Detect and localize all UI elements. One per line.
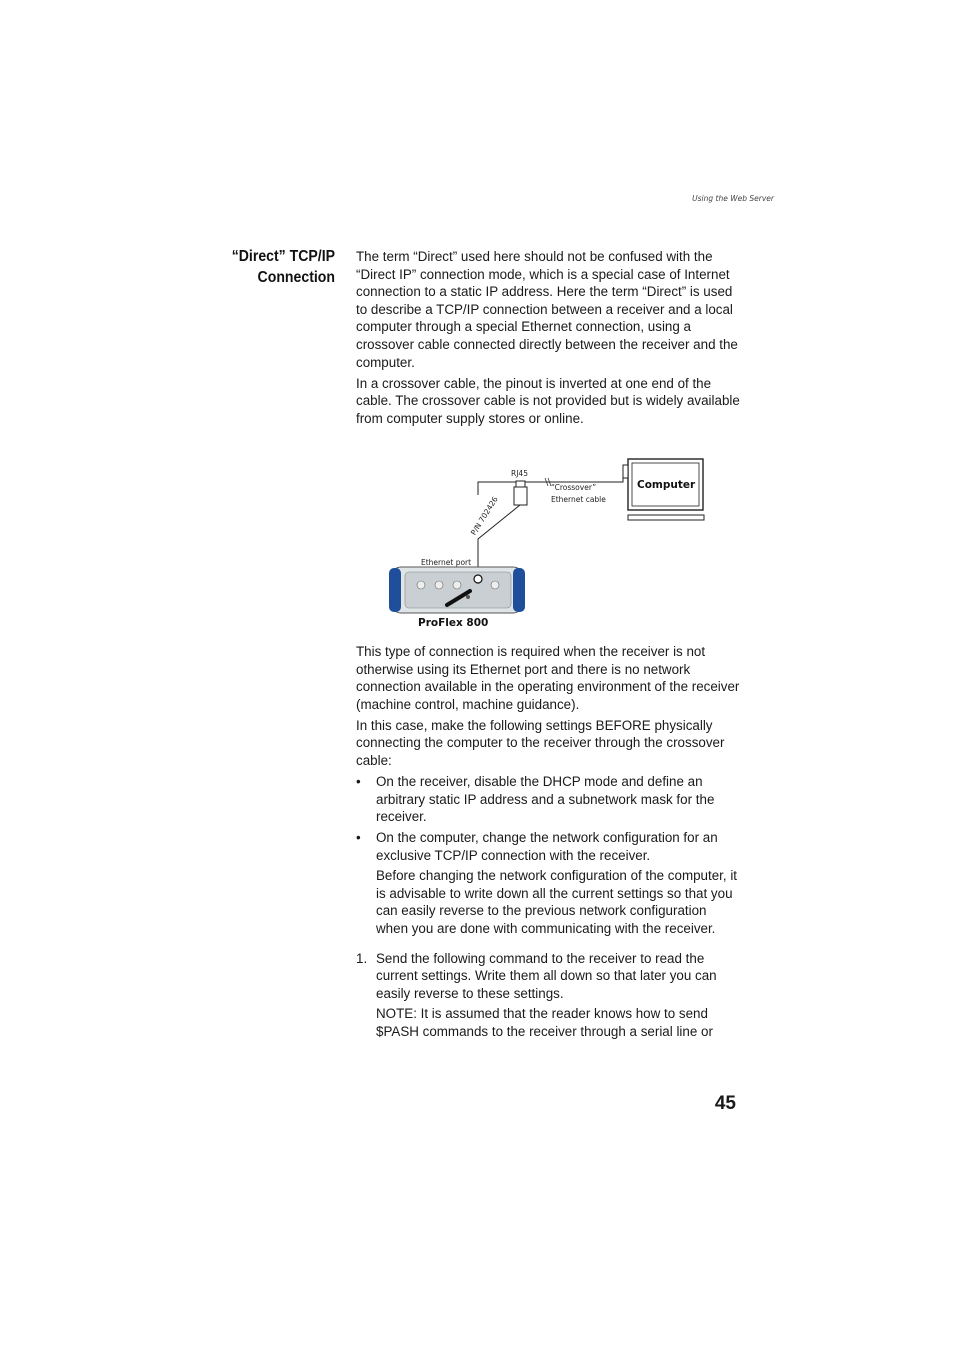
settings-bullet-list	[356, 773, 740, 937]
bullet-text-computer: On the computer, change the network configuration for an exclusive TCP/IP connection with the receiver.	[376, 829, 718, 863]
step-text: Send the following command to the receiver to read the current settings. Write them all down so that later you can easily reverse to these settings.	[376, 950, 717, 1001]
bullet-item-computer	[356, 829, 740, 938]
device-label: ProFlex 800	[418, 617, 489, 629]
proflex-receiver-icon	[389, 567, 525, 613]
cable-label-line1: “Crossover”	[551, 483, 597, 492]
connection-diagram	[385, 455, 715, 635]
running-header: Using the Web Server	[692, 194, 774, 203]
paragraph-direct-definition: The term “Direct” used here should not be confused with the “Direct IP” connection mode, which is a special case of Internet connection to a static IP address. Here the term “Direct” is used to describe a TCP/IP connection between a receiver and a local computer through a special Ethernet connection, using a crossover cable connected directly between the receiver and the computer.	[356, 249, 738, 370]
step-note: NOTE: It is assumed that the reader knows how to send $PASH commands to the receiver through a serial line or	[376, 1006, 713, 1039]
steps-list	[356, 950, 740, 1041]
page-number: 45	[714, 1093, 736, 1114]
intro-text	[356, 248, 740, 431]
rj45-label: RJ45	[511, 469, 528, 478]
bullet-text-receiver: On the receiver, disable the DHCP mode and define an arbitrary static IP address and a subnetwork mask for the receiver.	[376, 774, 715, 825]
paragraph-settings-intro: In this case, make the following settings BEFORE physically connecting the computer to the receiver through the crossover cable:	[356, 717, 725, 769]
paragraph-crossover-cable: In a crossover cable, the pinout is inverted at one end of the cable. The crossover cable is not provided but is widely available from computer supply stores or online.	[356, 375, 740, 426]
ethernet-port-label: Ethernet port	[421, 558, 472, 567]
paragraph-when-required: This type of connection is required when the receiver is not otherwise using its Ethernet port and there is no network connection available in the operating environment of the receiver (machine control, machine guidance).	[356, 644, 740, 712]
part-number-label: P/N 702426	[469, 494, 500, 537]
bullet-symbol: •	[356, 774, 361, 790]
section-title-line1: “Direct” TCP/IP	[231, 248, 335, 265]
bullet-item-receiver	[356, 773, 740, 826]
bullet-note-computer: Before changing the network configuration of the computer, it is advisable to write down all the current settings so that you can easily reverse to the previous network configuration when you are done with communicating with the receiver.	[376, 868, 738, 936]
settings-text	[356, 643, 740, 1040]
rj45-connector-icon	[514, 481, 527, 505]
bullet-symbol: •	[356, 829, 361, 845]
step-item-1	[356, 950, 740, 1041]
step-number: 1.	[356, 950, 368, 966]
cable-label-line2: Ethernet cable	[551, 495, 606, 504]
section-title-line2: Connection	[257, 269, 335, 286]
section-title	[199, 246, 335, 288]
computer-label: Computer	[637, 479, 696, 491]
